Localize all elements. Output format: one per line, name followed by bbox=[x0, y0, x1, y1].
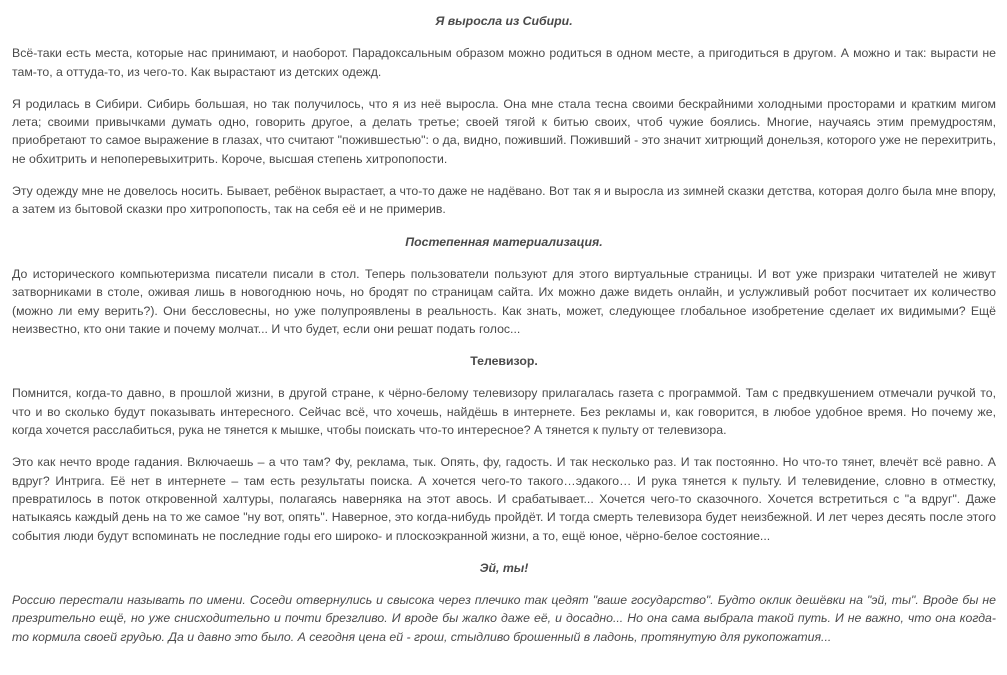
section-title-siberia: Я выросла из Сибири. bbox=[435, 14, 573, 28]
paragraph-siberia-2: Я родилась в Сибири. Сибирь большая, но так получилось, что я из неё выросла. Она мне стала тесна своими бескрайними холодными просторами и кратким мигом лета; своими привычками думать одно, говорить другое, а делать третье; своей тягой к битью своих, чтоб чужие боялись. Многие, научаясь этим премудростям, приобретают то самое выражение в глазах, что считают "пожившестью": о да, видно, поживший. Поживший - это значит хитрющий донельзя, которого уже не перехитрить, не обхитрить и непоперевыхитрить. Короче, высшая степень хитропопости. bbox=[12, 96, 996, 166]
section-title-materialization: Постепенная материализация. bbox=[405, 234, 603, 249]
paragraph-siberia-1: Всё-таки есть места, которые нас принимают, и наоборот. Парадоксальным образом можно родиться в одном месте, а пригодиться в другом. А можно и так: вырасти не там-то, а оттуда-то, из чего-то. Как вырастают из детских одежд. bbox=[12, 46, 996, 79]
section-title-hey-you: Эй, ты! bbox=[479, 560, 529, 575]
paragraph-materialization-1: До исторического компьютеризма писатели писали в стол. Теперь пользователи пользуют для этого виртуальные страницы. И вот уже призраки читателей не живут затворниками в столе, оживая лишь в новогоднюю ночь, но бродят по страницам сайта. Их можно даже видеть онлайн, и услужливый робот посчитает их количество (можно ли ему верить?). Они бессловесны, но уже полупроявлены в реальность. Как знать, может, следующее глобальное изобретение сделает их видимыми? Ещё неизвестно, кто они такие и почему молчат... И что будет, если они решат подать голос... bbox=[12, 266, 996, 336]
paragraph-television-1: Помнится, когда-то давно, в прошлой жизни, в другой стране, к чёрно-белому телевизору прилагалась газета с программой. Там с предвкушением отмечали ручкой то, что и во сколько будут показывать интересного. Сейчас всё, что хочешь, найдёшь в интернете. Без рекламы и, как говорится, в любое удобное время. Но почему же, когда хочется расслабиться, рука не тянется к мышке, чтобы поискать что-то интересное? А тянется к пульту от телевизора. bbox=[12, 386, 996, 438]
paragraph-siberia-3: Эту одежду мне не довелось носить. Бывает, ребёнок вырастает, а что-то даже не надёвано. Вот так я и выросла из зимней сказки детства, которая долго была мне впору, а затем из бытовой сказки про хитропопость, так на себя её и не примерив. bbox=[12, 184, 996, 217]
paragraph-television-2: Это как нечто вроде гадания. Включаешь – а что там? Фу, реклама, тык. Опять, фу, гадость. И так несколько раз. И так постоянно. Но что-то тянет, влечёт всё равно. А вдруг? Интрига. Её нет в интернете – там есть результаты поиска. А хочется чего-то такого…эдакого… И рука тянется к пульту. И телевидение, словно в отместку, превратилось в поток откровенной халтуры, полагаясь наверняка на этот авось. И срабатывает... Хочется чего-то сказочного. Хочется встретиться с "а вдруг". Даже натыкаясь каждый день на то же самое "ну вот, опять". Наверное, это когда-нибудь пройдёт. И тогда смерть телевизора будет неизбежной. И лет через десять после этого события люди будут вспоминать не последние годы его широко- и плоскоэкранной жизни, а то, ещё юное, чёрно-белое состояние... bbox=[12, 455, 996, 543]
section-title-television: Телевизор. bbox=[470, 354, 538, 369]
paragraph-hey-you-1: Россию перестали называть по имени. Соседи отвернулись и свысока через плечико так цедят "ваше государство". Будто оклик дешёвки на "эй, ты". Вроде бы не презрительно ещё, но уже снисходительно и почти брезгливо. И вроде бы жалко даже её, и досадно... Но она сама выбрала такой путь. И не важно, что она когда-то кормила своей грудью. Да и давно это было. А сегодня цена ей - грош, стыдливо брошенный в ладонь, протянутую для рукопожатия... bbox=[12, 593, 996, 644]
